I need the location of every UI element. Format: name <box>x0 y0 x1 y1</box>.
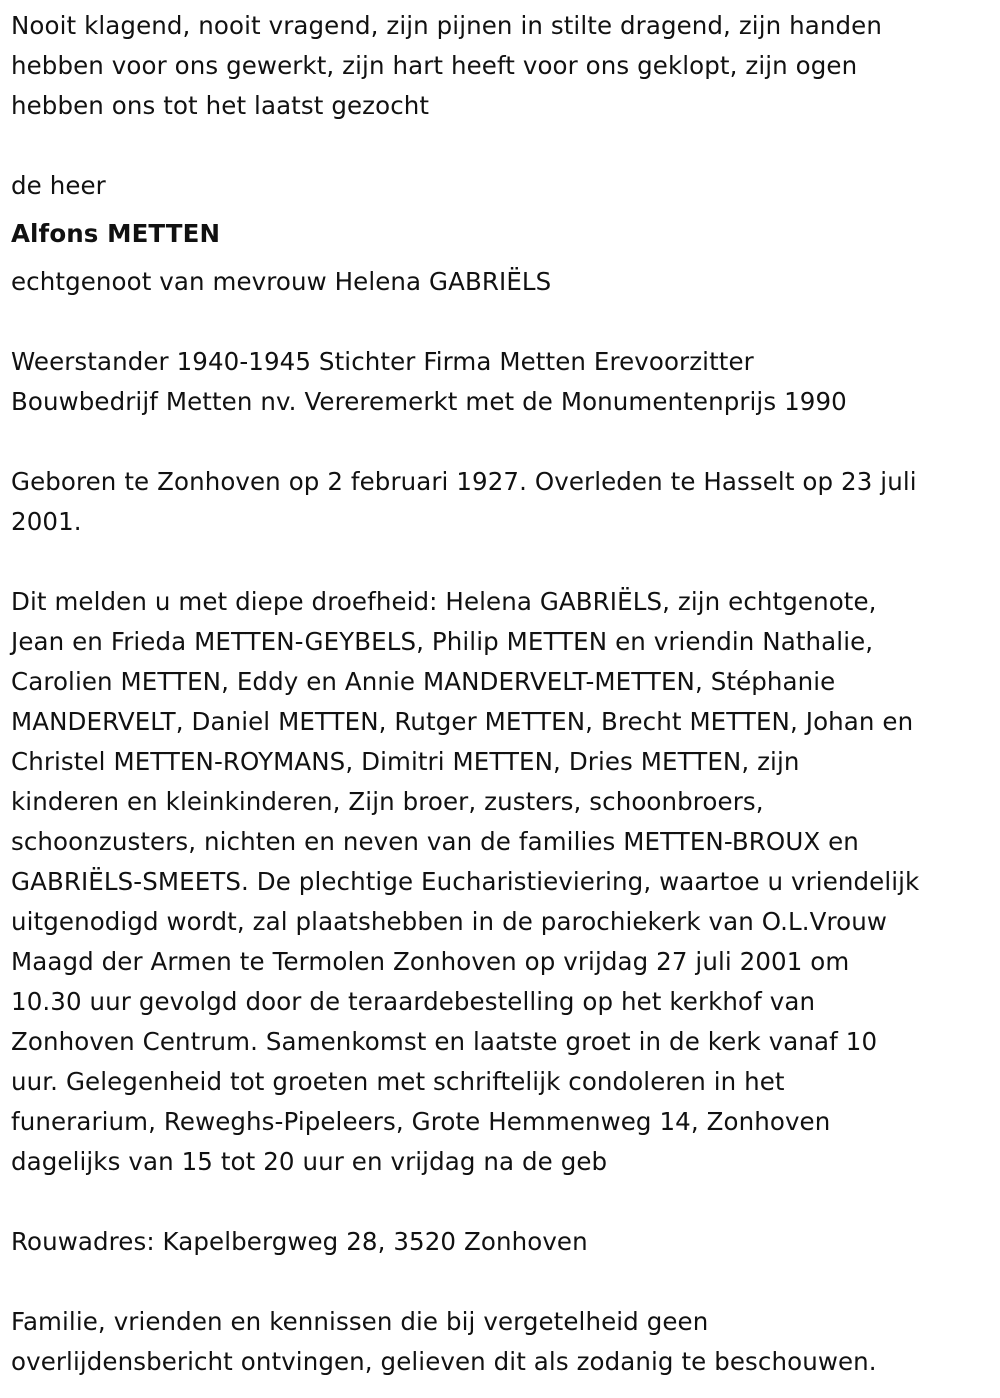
address-paragraph <box>11 1222 995 1262</box>
mourning-address: Rouwadres: Kapelbergweg 28, 3520 Zonhoven <box>11 1227 588 1256</box>
announcement-line: MANDERVELT, Daniel METTEN, Rutger METTEN, Brecht METTEN, Johan en <box>11 707 914 736</box>
announcement-line: schoonzusters, nichten en neven van de families METTEN-BROUX en <box>11 827 859 856</box>
announcement-line: Maagd der Armen te Termolen Zonhoven op vrijdag 27 juli 2001 om <box>11 947 850 976</box>
announcement-line: 10.30 uur gevolgd door de teraardebestelling op het kerkhof van <box>11 987 816 1016</box>
salutation-paragraph <box>11 166 995 206</box>
announcement-line: dagelijks van 15 tot 20 uur en vrijdag na de geb <box>11 1147 608 1176</box>
announcement-line: uur. Gelegenheid tot groeten met schriftelijk condoleren in het <box>11 1067 785 1096</box>
announcement-line: funerarium, Reweghs-Pipeleers, Grote Hemmenweg 14, Zonhoven <box>11 1107 831 1136</box>
intro-paragraph <box>11 6 995 126</box>
titles-line: Weerstander 1940-1945 Stichter Firma Metten Erevoorzitter <box>11 347 754 376</box>
announcement-line: Zonhoven Centrum. Samenkomst en laatste groet in de kerk vanaf 10 <box>11 1027 878 1056</box>
deceased-name: Alfons METTEN <box>11 219 221 248</box>
intro-line: Nooit klagend, nooit vragend, zijn pijnen in stilte dragend, zijn handen <box>11 11 882 40</box>
intro-line: hebben ons tot het laatst gezocht <box>11 91 430 120</box>
salutation: de heer <box>11 171 106 200</box>
announcement-line: kinderen en kleinkinderen, Zijn broer, zusters, schoonbroers, <box>11 787 764 816</box>
closing-line: overlijdensbericht ontvingen, gelieven dit als zodanig te beschouwen. <box>11 1347 877 1376</box>
announcement-line: Carolien METTEN, Eddy en Annie MANDERVELT-METTEN, Stéphanie <box>11 667 836 696</box>
announcement-line: uitgenodigd wordt, zal plaatshebben in de parochiekerk van O.L.Vrouw <box>11 907 887 936</box>
intro-line: hebben voor ons gewerkt, zijn hart heeft voor ons geklopt, zijn ogen <box>11 51 858 80</box>
birth-death-line: 2001. <box>11 507 82 536</box>
birth-death-line: Geboren te Zonhoven op 2 februari 1927. Overleden te Hasselt op 23 juli <box>11 467 917 496</box>
titles-line: Bouwbedrijf Metten nv. Vereremerkt met de Monumentenprijs 1990 <box>11 387 847 416</box>
announcement-line: GABRIËLS-SMEETS. De plechtige Eucharistieviering, waartoe u vriendelijk <box>11 867 920 896</box>
announcement-line: Christel METTEN-ROYMANS, Dimitri METTEN, Dries METTEN, zijn <box>11 747 800 776</box>
birth-death-paragraph <box>11 462 995 542</box>
obituary-document <box>11 6 995 1382</box>
spouse-line: echtgenoot van mevrouw Helena GABRIËLS <box>11 267 552 296</box>
name-paragraph <box>11 214 995 254</box>
announcement-paragraph <box>11 582 995 1182</box>
spouse-paragraph <box>11 262 995 302</box>
announcement-line: Dit melden u met diepe droefheid: Helena GABRIËLS, zijn echtgenote, <box>11 587 877 616</box>
closing-line: Familie, vrienden en kennissen die bij vergetelheid geen <box>11 1307 709 1336</box>
titles-paragraph <box>11 342 995 422</box>
closing-paragraph <box>11 1302 995 1382</box>
announcement-line: Jean en Frieda METTEN-GEYBELS, Philip METTEN en vriendin Nathalie, <box>11 627 874 656</box>
